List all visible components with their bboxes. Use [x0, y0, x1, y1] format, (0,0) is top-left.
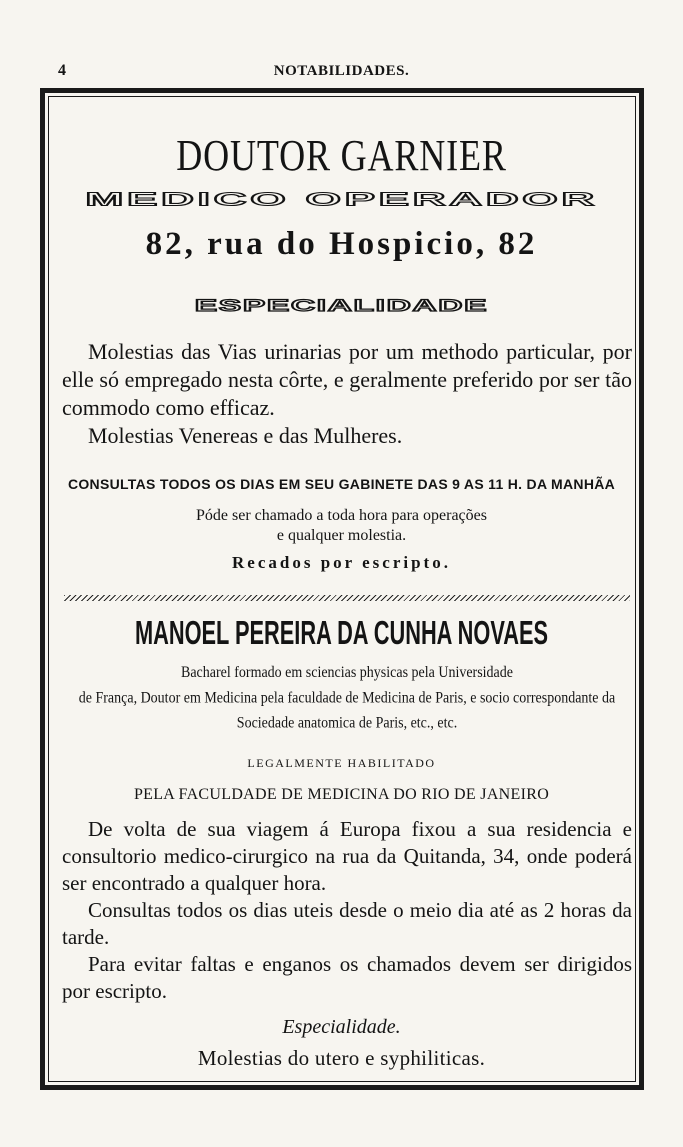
novaes-paragraph-3: Para evitar faltas e enganos os chamados devem ser dirigidos por escripto. [62, 952, 632, 1003]
novaes-bio [62, 661, 632, 737]
novaes-paragraph-2: Consultas todos os dias uteis desde o meio dia até as 2 horas da tarde. [62, 898, 632, 949]
novaes-faculdade: PELA FACULDADE DE MEDICINA DO RIO DE JANEIRO [133, 786, 550, 803]
bio-line-3: Sociedade anatomica de Paris, etc., etc. [236, 715, 458, 733]
novaes-specialty-text: Molestias do utero e syphiliticas. [197, 1046, 486, 1070]
garnier-paragraph-2: Molestias Venereas e das Mulheres. [88, 423, 403, 448]
garnier-consultas: CONSULTAS TODOS OS DIAS EM SEU GABINETE DAS 9 AS 11 H. DA MANHÃA [67, 476, 616, 492]
garnier-chamado [0, 506, 683, 546]
novaes-body [62, 816, 632, 1005]
novaes-paragraph-1: De volta de sua viagem á Europa fixou a sua residencia e consultorio medico-cirurgico na rua da Quitanda, 34, onde poderá ser encontrado a qualquer hora. [62, 817, 632, 895]
novaes-name: MANOEL PEREIRA DA CUNHA NOVAES [134, 614, 549, 651]
running-title: NOTABILIDADES. [273, 63, 410, 79]
garnier-subtitle: MEDICO OPERADOR [85, 188, 598, 210]
novaes-specialty-heading: Especialidade. [282, 1016, 401, 1038]
garnier-specialty-heading: ESPECIALIDADE [194, 296, 489, 315]
bio-line-1: Bacharel formado em sciencias physicas pela Universidade [181, 664, 513, 682]
section-divider [64, 595, 630, 601]
garnier-body [62, 338, 632, 450]
novaes-legal: LEGALMENTE HABILITADO [247, 756, 436, 770]
garnier-title: DOUTOR GARNIER [176, 131, 507, 180]
page-number: 4 [58, 62, 66, 79]
chamado-line-2: e qualquer molestia. [276, 527, 407, 544]
bio-line-2: de França, Doutor em Medicina pela faculdade de Medicina de Paris, e socio correspondante da [78, 690, 616, 707]
garnier-paragraph-1: Molestias das Vias urinarias por um methodo particular, por elle só empregado nesta côrte, e geralmente preferido por ser tão commodo como efficaz. [62, 339, 632, 420]
garnier-recados: Recados por escripto. [232, 553, 451, 572]
chamado-line-1: Póde ser chamado a toda hora para operações [196, 507, 487, 524]
garnier-address: 82, rua do Hospicio, 82 [145, 226, 538, 262]
